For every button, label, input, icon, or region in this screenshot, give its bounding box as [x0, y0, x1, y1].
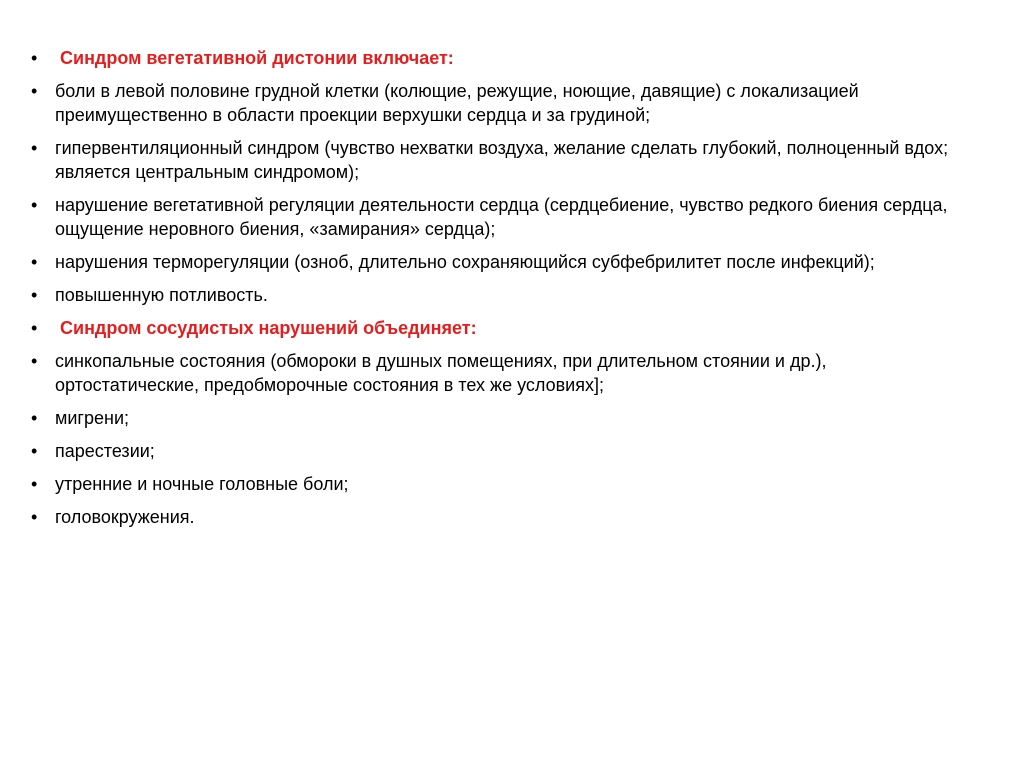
bullet-dot-icon: • [31, 408, 38, 428]
bullet-dot-icon: • [31, 252, 38, 272]
list-item-text: боли в левой половине грудной клетки (колющие, режущие, ноющие, давящие) с локализацией преимущественно в области проекции верхушки сердца и за грудиной; [55, 81, 859, 125]
list-item-text: нарушения терморегуляции (озноб, длительно сохраняющийся субфебрилитет после инфекций); [55, 252, 875, 272]
list-item-text: повышенную потливость. [55, 285, 268, 305]
list-item [31, 79, 971, 127]
bullet-dot-icon: • [31, 441, 38, 461]
bullet-dot-icon: • [31, 351, 38, 371]
list-item-text: гипервентиляционный синдром (чувство нехватки воздуха, желание сделать глубокий, полноценный вдох; является центральным синдромом); [55, 138, 949, 182]
bullet-dot-icon: • [31, 81, 38, 101]
bullet-dot-icon: • [31, 318, 38, 338]
list-item [31, 439, 971, 463]
section-heading-text: Синдром вегетативной дистонии включает: [60, 48, 454, 68]
list-item-text: парестезии; [55, 441, 155, 461]
bullet-dot-icon: • [31, 285, 38, 305]
bullet-dot-icon: • [31, 474, 38, 494]
bullet-dot-icon: • [31, 195, 38, 215]
list-item-text: утренние и ночные головные боли; [55, 474, 349, 494]
list-item [31, 406, 971, 430]
list-item-text: головокружения. [55, 507, 195, 527]
list-item [31, 136, 971, 184]
section-heading-vascular-disorders [31, 316, 971, 340]
bullet-dot-icon: • [31, 138, 38, 158]
list-item [31, 283, 971, 307]
list-item [31, 193, 971, 241]
list-item-text: мигрени; [55, 408, 130, 428]
section-heading-text: Синдром сосудистых нарушений объединяет: [60, 318, 477, 338]
list-item [31, 472, 971, 496]
list-item [31, 505, 971, 529]
list-item-text: нарушение вегетативной регуляции деятельности сердца (сердцебиение, чувство редкого биения сердца, ощущение неровного биения, «замирания» сердца); [55, 195, 948, 239]
bullet-dot-icon: • [31, 48, 38, 68]
bullet-dot-icon: • [31, 507, 38, 527]
bullet-list [31, 46, 971, 538]
section-heading-vegetative-dystonia [31, 46, 971, 70]
list-item [31, 349, 971, 397]
list-item-text: синкопальные состояния (обмороки в душных помещениях, при длительном стоянии и др.), ортостатические, предобморочные состояния в тех же условиях]; [55, 351, 827, 395]
list-item [31, 250, 971, 274]
